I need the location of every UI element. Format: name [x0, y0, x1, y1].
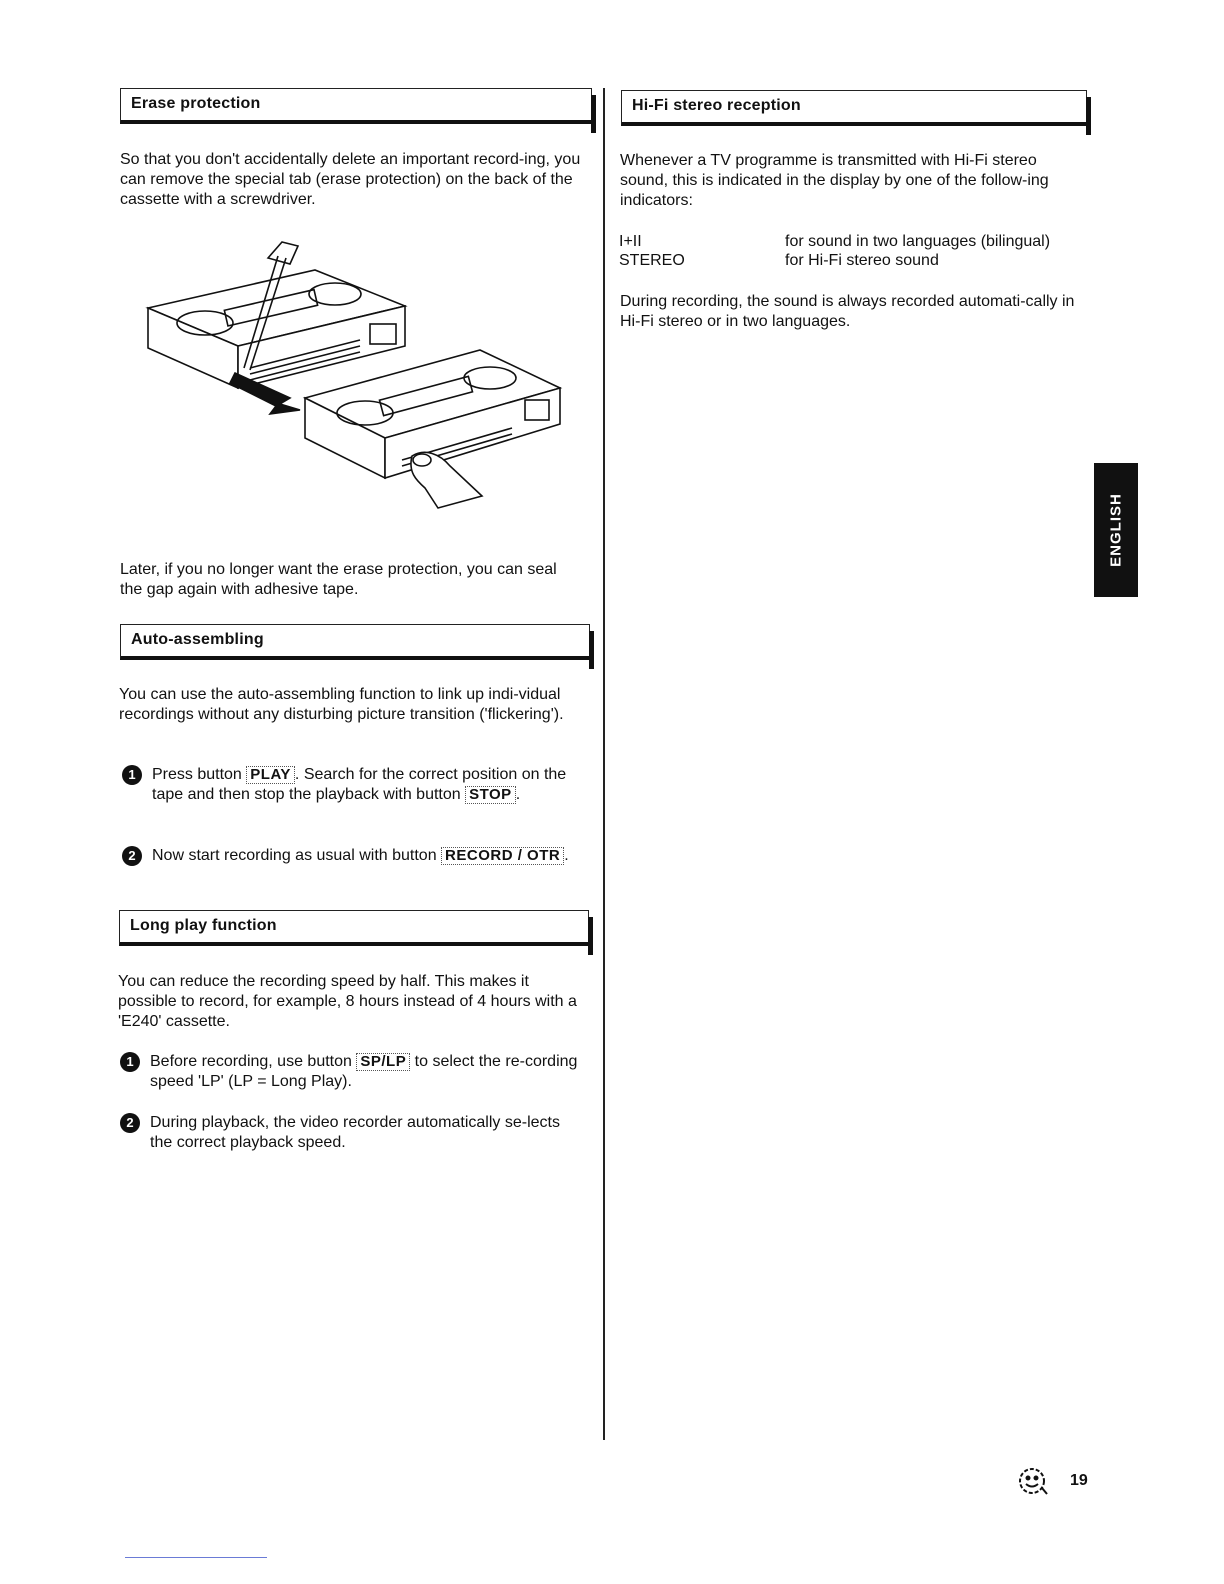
step-number-badge: 2 [120, 1113, 140, 1133]
language-tab [1094, 463, 1138, 597]
indicator-code: I+II [619, 233, 642, 250]
record-otr-key-label: RECORD / OTR [441, 847, 564, 865]
indicator-row [619, 232, 1099, 252]
hifi-heading-box [621, 90, 1087, 126]
long-play-intro: You can reduce the recording speed by half. This makes it possible to record, for example, 8 hours instead of 4 hours with a 'E240' cassette. [118, 973, 577, 1030]
sp-lp-key-label: SP/LP [356, 1053, 410, 1071]
erase-protection-heading: Erase protection [131, 95, 261, 112]
step-text: Press button PLAY . Search for the correct position on the tape and then stop the playback with button STOP . [152, 766, 567, 803]
erase-protection-after: Later, if you no longer want the erase protection, you can seal the gap again with adhesive tape. [120, 561, 557, 598]
step-text: During playback, the video recorder automatically se-lects the correct playback speed. [150, 1114, 560, 1151]
long-play-step-2 [120, 1113, 582, 1157]
indicator-desc: for sound in two languages (bilingual) [785, 233, 1051, 250]
column-divider [603, 88, 605, 1440]
step-text: Now start recording as usual with button RECORD / OTR . [152, 847, 569, 864]
long-play-heading-box [119, 910, 589, 946]
page-number: 19 [1070, 1472, 1088, 1489]
auto-assembling-heading: Auto-assembling [131, 631, 264, 648]
step-text: Before recording, use button SP/LP to select the re-cording speed 'LP' (LP = Long Play). [150, 1053, 578, 1090]
erase-protection-heading-box [120, 88, 592, 124]
long-play-heading: Long play function [130, 917, 277, 934]
language-tab-label: ENGLISH [1107, 493, 1125, 567]
play-key-label: PLAY [246, 766, 295, 784]
auto-assembling-step-2 [122, 846, 584, 890]
hifi-outro: During recording, the sound is always recorded automati-cally in Hi-Fi stereo or in two languages. [620, 293, 1075, 330]
auto-assembling-heading-box [120, 624, 590, 660]
indicator-row [619, 251, 1099, 271]
hifi-intro: Whenever a TV programme is transmitted with Hi-Fi stereo sound, this is indicated in the display by one of the follow-ing indicators: [620, 152, 1049, 209]
long-play-step-1 [120, 1052, 582, 1096]
step-number-badge: 1 [120, 1052, 140, 1072]
step-number-badge: 2 [122, 846, 142, 866]
indicator-code: STEREO [619, 252, 685, 269]
indicator-desc: for Hi-Fi stereo sound [785, 252, 939, 269]
auto-assembling-step-1 [122, 765, 584, 825]
cassette-screwdriver-illustration [140, 228, 570, 518]
erase-protection-intro: So that you don't accidentally delete an important record-ing, you can remove the special tab (erase protection) on the back of the cassette with a screwdriver. [120, 151, 581, 208]
auto-assembling-intro: You can use the auto-assembling function to link up indi-vidual recordings without any disturbing picture transition ('flickering'). [119, 686, 564, 723]
hifi-heading: Hi-Fi stereo reception [632, 97, 801, 114]
footer-rule [125, 1557, 267, 1558]
stop-key-label: STOP [465, 786, 516, 804]
step-number-badge: 1 [122, 765, 142, 785]
smiley-face-icon [1016, 1464, 1050, 1498]
